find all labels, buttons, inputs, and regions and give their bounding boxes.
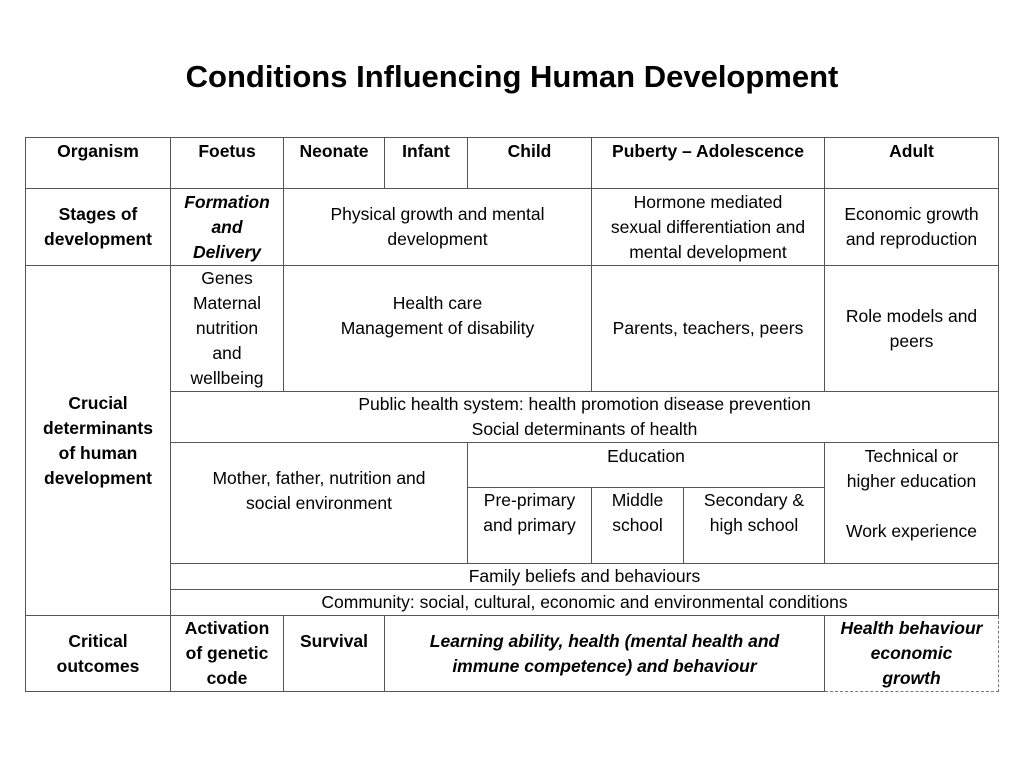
family-beliefs-row [26, 564, 999, 590]
determinants-adult: Role models and peers [825, 266, 999, 392]
family-beliefs-cell: Family beliefs and behaviours [171, 564, 999, 590]
header-adult: Adult [825, 138, 999, 189]
header-foetus: Foetus [171, 138, 284, 189]
outcomes-label: Critical outcomes [26, 616, 171, 692]
middle-school-cell: Middle school [592, 488, 684, 564]
determinants-health-care: Health care Management of disability [284, 266, 592, 392]
outcomes-learning: Learning ability, health (mental health and immune competence) and behaviour [385, 616, 825, 692]
stages-adult: Economic growth and reproduction [825, 189, 999, 266]
community-cell: Community: social, cultural, economic and environmental conditions [171, 590, 999, 616]
education-row [26, 443, 999, 488]
stages-foetus: Formation and Delivery [171, 189, 284, 266]
public-health-row [26, 392, 999, 443]
stages-puberty: Hormone mediated sexual differentiation and mental development [592, 189, 825, 266]
stages-growth: Physical growth and mental development [284, 189, 592, 266]
header-neonate: Neonate [284, 138, 385, 189]
determinants-foetus: Genes Maternal nutrition and wellbeing [171, 266, 284, 392]
public-health-cell: Public health system: health promotion disease prevention Social determinants of health [171, 392, 999, 443]
preprimary-cell: Pre-primary and primary [468, 488, 592, 564]
education-header-cell: Education [468, 443, 825, 488]
development-table [25, 137, 999, 692]
page-title: Conditions Influencing Human Development [185, 59, 839, 94]
stages-label: Stages of development [26, 189, 171, 266]
outcomes-adult: Health behaviour economic growth [825, 616, 999, 692]
outcomes-row [26, 616, 999, 692]
secondary-school-cell: Secondary & high school [684, 488, 825, 564]
header-organism: Organism [26, 138, 171, 189]
family-environment-cell: Mother, father, nutrition and social environment [171, 443, 468, 564]
technical-education-cell: Technical or higher education Work experience [825, 443, 999, 564]
outcomes-foetus: Activation of genetic code [171, 616, 284, 692]
determinants-row-1 [26, 266, 999, 392]
header-row [26, 138, 999, 189]
determinants-label: Crucial determinants of human development [26, 266, 171, 616]
header-infant: Infant [385, 138, 468, 189]
determinants-puberty: Parents, teachers, peers [592, 266, 825, 392]
stages-row [26, 189, 999, 266]
header-puberty: Puberty – Adolescence [592, 138, 825, 189]
header-child: Child [468, 138, 592, 189]
outcomes-neonate: Survival [284, 616, 385, 692]
community-row [26, 590, 999, 616]
